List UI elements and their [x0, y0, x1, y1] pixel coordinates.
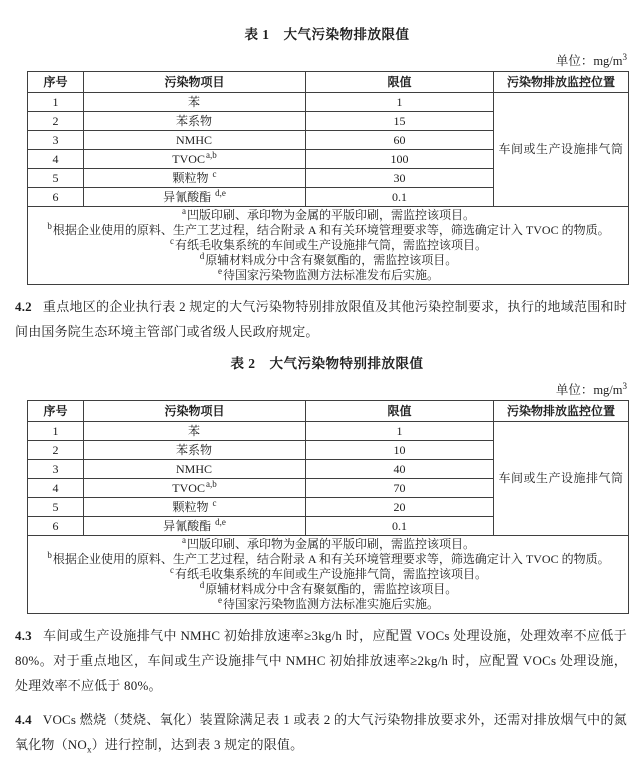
- cell-no: 5: [28, 498, 84, 517]
- table1-header-monitor: 污染物排放监控位置: [494, 72, 629, 93]
- footnote-text: 待国家污染物监测方法标准发布后实施。: [222, 268, 439, 283]
- footnote-line: [30, 537, 626, 552]
- cell-no: 1: [28, 93, 84, 112]
- item-sup: a,b: [205, 478, 217, 489]
- footnote-line: [30, 567, 626, 582]
- table2-unit-label: 单位：mg/m: [555, 383, 623, 398]
- table2-unit: [15, 378, 627, 398]
- table1-header-no: 序号: [28, 72, 84, 93]
- item-sup: a,b: [205, 149, 217, 160]
- cell-item: [84, 441, 306, 460]
- clause-text: VOCs 燃烧（焚烧、氧化）装置除满足表 1 或表 2 的大气污染物排放要求外，还需对排放烟气中的氮氧化物（NO: [15, 712, 627, 753]
- table1-header-limit: 限值: [306, 72, 494, 93]
- footnote-line: [30, 208, 626, 223]
- cell-no: 6: [28, 517, 84, 536]
- item-text: 异氰酸酯: [163, 518, 212, 533]
- cell-item: [84, 498, 306, 517]
- cell-limit: 60: [306, 131, 494, 150]
- monitor-location-cell: 车间或生产设施排气筒: [494, 93, 629, 207]
- item-text: 苯系物: [175, 113, 212, 128]
- cell-no: 3: [28, 131, 84, 150]
- cell-item: [84, 93, 306, 112]
- footnote-line: [30, 223, 626, 238]
- cell-limit: 15: [306, 112, 494, 131]
- footnote-text: 待国家污染物监测方法标准实施后实施。: [222, 597, 439, 612]
- table2-header-item: 污染物项目: [84, 401, 306, 422]
- table2-header-limit: 限值: [306, 401, 494, 422]
- item-text: 苯: [187, 94, 200, 109]
- cell-item: [84, 188, 306, 207]
- monitor-location-cell: 车间或生产设施排气筒: [494, 422, 629, 536]
- footnote-sup: c: [169, 565, 174, 576]
- clause-4-2: [15, 294, 627, 344]
- item-text: NMHC: [175, 132, 212, 147]
- cell-item: [84, 517, 306, 536]
- footnote-sup: b: [47, 221, 52, 232]
- cell-item: [84, 169, 306, 188]
- footnote-sup: e: [217, 595, 222, 606]
- footnote-text: 有纸毛收集系统的车间或生产设施排气筒，需监控该项目。: [174, 567, 487, 582]
- clause-number: 4.3: [15, 628, 32, 644]
- clause-number: 4.2: [15, 299, 32, 315]
- table2-header-row: [28, 401, 629, 422]
- cell-item: [84, 131, 306, 150]
- item-text: NMHC: [175, 461, 212, 476]
- table1-header-item: 污染物项目: [84, 72, 306, 93]
- table2-title: 表 2 大气污染物特别排放限值: [230, 356, 424, 372]
- footnote-line: [30, 238, 626, 253]
- footnote-sup: e: [217, 266, 222, 277]
- table2-footnotes: [28, 536, 629, 614]
- table1-footnotes: [28, 207, 629, 285]
- table-row: [28, 93, 629, 112]
- cell-limit: 40: [306, 460, 494, 479]
- item-sup: d,e: [215, 187, 226, 198]
- footnote-sup: b: [47, 550, 52, 561]
- item-sup: c: [212, 168, 217, 179]
- cell-item: [84, 479, 306, 498]
- footnote-line: [30, 582, 626, 597]
- footnote-line: [30, 268, 626, 283]
- cell-limit: 0.1: [306, 517, 494, 536]
- cell-limit: 10: [306, 441, 494, 460]
- footnote-text: 原辅材料成分中含有聚氨酯的，需监控该项目。: [205, 253, 458, 268]
- footnote-text: 根据企业使用的原料、生产工艺过程，结合附录 A 和有关环境管理要求等，筛选确定计入 TVOC 的物质。: [52, 552, 610, 567]
- cell-no: 1: [28, 422, 84, 441]
- item-sup: c: [212, 497, 217, 508]
- table2-footnotes-row: [28, 536, 629, 614]
- footnote-text: 原辅材料成分中含有聚氨酯的，需监控该项目。: [205, 582, 458, 597]
- table1-footnotes-row: [28, 207, 629, 285]
- clause-text: 重点地区的企业执行表 2 规定的大气污染物特别排放限值及其他污染控制要求，执行的地域范围和时间由国务院生态环境主管部门或省级人民政府规定。: [15, 299, 627, 340]
- table2-unit-sup: 3: [622, 381, 627, 392]
- footnote-sup: c: [169, 236, 174, 247]
- cell-no: 2: [28, 441, 84, 460]
- item-text: 异氰酸酯: [163, 189, 212, 204]
- nox-subscript: x: [86, 744, 92, 755]
- footnote-line: [30, 253, 626, 268]
- table2-header-no: 序号: [28, 401, 84, 422]
- table1-unit-sup: 3: [622, 52, 627, 62]
- footnote-line: [30, 552, 626, 567]
- table-row: [28, 422, 629, 441]
- footnote-text: 凹版印刷、承印物为金属的平版印刷，需监控该项目。: [186, 537, 475, 552]
- footnote-text: 凹版印刷、承印物为金属的平版印刷，需监控该项目。: [186, 208, 475, 223]
- table2: [27, 400, 629, 614]
- item-text: 颗粒物: [172, 499, 209, 514]
- clause-number: 4.4: [15, 712, 32, 728]
- cell-item: [84, 460, 306, 479]
- table1: [27, 71, 629, 285]
- cell-no: 2: [28, 112, 84, 131]
- clause-4-4: [15, 707, 627, 763]
- item-text: TVOC: [172, 151, 205, 166]
- footnote-sup: a: [181, 206, 186, 217]
- cell-no: 5: [28, 169, 84, 188]
- cell-limit: 30: [306, 169, 494, 188]
- table1-header-row: [28, 72, 629, 93]
- item-text: TVOC: [172, 480, 205, 495]
- cell-item: [84, 422, 306, 441]
- clause-text: ）进行控制，达到表 3 规定的限值。: [91, 737, 304, 753]
- cell-item: [84, 112, 306, 131]
- footnote-sup: d: [199, 580, 205, 591]
- table2-header-monitor: 污染物排放监控位置: [494, 401, 629, 422]
- item-sup: d,e: [215, 516, 226, 527]
- cell-limit: 0.1: [306, 188, 494, 207]
- clause-4-3: [15, 623, 627, 698]
- footnote-text: 有纸毛收集系统的车间或生产设施排气筒，需监控该项目。: [174, 238, 487, 253]
- cell-no: 6: [28, 188, 84, 207]
- footnote-line: [30, 597, 626, 612]
- cell-no: 4: [28, 150, 84, 169]
- footnote-text: 根据企业使用的原料、生产工艺过程，结合附录 A 和有关环境管理要求等，筛选确定计入 TVOC 的物质。: [52, 223, 610, 238]
- cell-item: [84, 150, 306, 169]
- cell-limit: 1: [306, 422, 494, 441]
- table1-unit-label: 单位：mg/m: [555, 54, 623, 69]
- footnote-sup: d: [199, 251, 205, 262]
- cell-limit: 70: [306, 479, 494, 498]
- cell-limit: 1: [306, 93, 494, 112]
- cell-limit: 100: [306, 150, 494, 169]
- cell-no: 4: [28, 479, 84, 498]
- item-text: 苯: [187, 423, 200, 438]
- footnote-sup: a: [181, 535, 186, 546]
- cell-no: 3: [28, 460, 84, 479]
- item-text: 颗粒物: [172, 170, 209, 185]
- clause-text: 车间或生产设施排气中 NMHC 初始排放速率≥3kg/h 时，应配置 VOCs 处理设施，处理效率不应低于 80%。对于重点地区，车间或生产设施排气中 NMHC 初始排放速率≥2kg/h 时，应配置 VOCs 处理设施，处理效率不应低于 80%。: [15, 628, 627, 694]
- item-text: 苯系物: [175, 442, 212, 457]
- table1-title: 表 1 大气污染物排放限值: [244, 27, 410, 42]
- table1-unit: [15, 49, 627, 69]
- cell-limit: 20: [306, 498, 494, 517]
